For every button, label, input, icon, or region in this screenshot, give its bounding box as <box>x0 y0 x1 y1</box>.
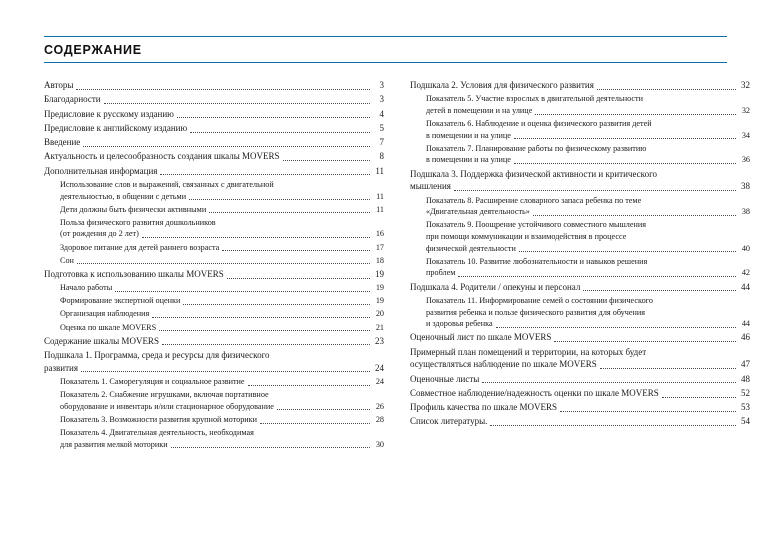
dot-leader <box>162 344 370 345</box>
dot-leader <box>560 411 736 412</box>
dot-leader <box>115 291 370 292</box>
toc-entry-label: Здоровое питание для детей раннего возраста <box>60 242 220 252</box>
toc-entry[interactable] <box>410 415 750 428</box>
toc-entry-lastline <box>426 267 750 279</box>
header-rule-bottom <box>44 62 727 63</box>
toc-entry-label: Показатель 6. Наблюдение и оценка физического развития детей <box>426 119 652 129</box>
toc-entry-label: Благодарности <box>44 94 101 105</box>
toc-entry[interactable] <box>44 179 384 202</box>
toc-page-number: 32 <box>741 80 750 90</box>
toc-entry-lastline <box>426 206 750 218</box>
dot-leader <box>277 409 370 410</box>
toc-entry-label: Введение <box>44 137 81 148</box>
page-title: СОДЕРЖАНИЕ <box>44 43 142 57</box>
dot-leader <box>490 425 736 426</box>
dot-leader <box>104 103 370 104</box>
toc-entry[interactable] <box>44 217 384 240</box>
toc-entry[interactable] <box>410 401 750 414</box>
toc-column-left <box>44 79 384 452</box>
toc-entry[interactable] <box>410 295 750 330</box>
toc-page-number: 21 <box>375 322 384 332</box>
toc-entry[interactable] <box>44 150 384 163</box>
dot-leader <box>597 89 736 90</box>
toc-entry[interactable] <box>410 219 750 254</box>
toc-entry[interactable] <box>44 335 384 348</box>
toc-entry-label: Совместное наблюдение/надежность оценки по шкале MOVERS <box>410 387 659 398</box>
toc-entry[interactable] <box>410 387 750 400</box>
toc-page-number: 54 <box>741 416 750 427</box>
dot-leader <box>77 263 370 264</box>
toc-entry[interactable] <box>410 143 750 166</box>
toc-entry[interactable] <box>44 308 384 320</box>
toc-page-number: 46 <box>741 332 750 343</box>
toc-entry-label: Подшкала 3. Поддержка физической активности и критического <box>410 168 658 179</box>
toc-entry-label: Использование слов и выражений, связанных с двигательной <box>60 179 274 189</box>
dot-leader <box>152 317 370 318</box>
toc-entry[interactable] <box>410 373 750 386</box>
dot-leader <box>159 330 370 331</box>
toc-entry[interactable] <box>410 168 750 194</box>
dot-leader <box>583 290 736 291</box>
toc-entry[interactable] <box>44 414 384 426</box>
toc-entry-label: Показатель 4. Двигательная деятельность, необходимая <box>60 428 254 438</box>
dot-leader <box>171 447 370 448</box>
toc-page-number: 20 <box>375 309 384 319</box>
toc-entry[interactable] <box>410 93 750 116</box>
toc-page-number: 42 <box>741 268 750 278</box>
dot-leader <box>554 341 736 342</box>
toc-entry-lastline <box>44 362 384 375</box>
toc-entry[interactable] <box>44 165 384 178</box>
toc-entry-label: физической деятельности <box>426 243 516 253</box>
dot-leader <box>83 146 370 147</box>
toc-entry-label: осуществляться наблюдение по шкале MOVERS <box>410 359 597 370</box>
dot-leader <box>222 250 370 251</box>
dot-leader <box>458 276 736 277</box>
toc-entry-label: в помещении и на улице <box>426 155 511 165</box>
toc-entry-label: Подшкала 2. Условия для физического развития <box>410 80 594 90</box>
toc-entry-label: «Двигательная деятельность» <box>426 207 530 217</box>
toc-entry-label: Подшкала 4. Родители / опекуны и персонал <box>410 281 581 292</box>
toc-page-number: 28 <box>375 414 384 424</box>
toc-entry[interactable] <box>44 79 384 92</box>
toc-entry-label: развития ребенка и пользе физического развития для обучения <box>426 307 646 317</box>
dot-leader <box>533 215 736 216</box>
toc-entry-lastline <box>426 154 750 166</box>
toc-entry-lastline <box>410 180 750 193</box>
toc-entry-label: деятельностью, в общении с детьми <box>60 191 187 201</box>
toc-entry-label: Подготовка к использованию шкалы MOVERS <box>44 268 224 279</box>
dot-leader <box>248 385 370 386</box>
toc-page-number: 11 <box>376 191 384 201</box>
toc-entry-label: Показатель 9. Поощрение устойчивого совместного мышления <box>426 220 647 230</box>
toc-entry-label: Показатель 3. Возможности развития крупной моторики <box>60 414 258 424</box>
toc-entry-label: Актуальность и целесообразность создания шкалы MOVERS <box>44 151 280 162</box>
toc-entry-label: мышления <box>410 181 451 192</box>
toc-entry-label: развития <box>44 362 79 373</box>
toc-entry-label: Сон <box>60 255 74 265</box>
toc-page-number: 11 <box>375 165 384 176</box>
toc-entry[interactable] <box>44 349 384 375</box>
toc-page-number: 30 <box>375 439 384 449</box>
toc-entry[interactable] <box>44 282 384 294</box>
toc-entry-label: Примерный план помещений и территории, на которых будет <box>410 346 647 357</box>
toc-entry-lastline <box>60 439 384 451</box>
toc-entry-label: Показатель 7. Планирование работы по физическому развитию <box>426 143 647 153</box>
toc-page-number: 3 <box>379 94 384 105</box>
toc-page-number: 17 <box>375 242 384 252</box>
toc-entry[interactable] <box>410 256 750 279</box>
toc-page-number: 52 <box>741 387 750 398</box>
toc-entry[interactable] <box>44 108 384 121</box>
toc-entry-label: Формирование экспертной оценки <box>60 296 181 306</box>
toc-page-number: 5 <box>379 122 384 133</box>
toc-entry-label: оборудование и инвентарь и/или стационарное оборудование <box>60 401 274 411</box>
dot-leader <box>260 423 370 424</box>
toc-entry-label: при помощи коммуникации и взаимодействия в процессе <box>426 232 627 242</box>
toc-entry-label: Начало работы <box>60 283 113 293</box>
toc-entry-lastline <box>426 243 750 255</box>
toc-entry-label: Оценочный лист по шкале MOVERS <box>410 332 552 343</box>
toc-entry-lastline <box>410 358 750 371</box>
toc-header <box>44 36 727 63</box>
toc-entry-lastline <box>60 228 384 240</box>
dot-leader <box>514 138 736 139</box>
toc-entry-lastline <box>426 318 750 330</box>
dot-leader <box>227 278 370 279</box>
dot-leader <box>600 368 736 369</box>
toc-entry-label: проблем <box>426 268 456 278</box>
toc-entry[interactable] <box>44 93 384 106</box>
dot-leader <box>160 174 370 175</box>
toc-entry[interactable] <box>410 331 750 344</box>
toc-page-number: 8 <box>379 151 384 162</box>
toc-entry[interactable] <box>410 195 750 218</box>
dot-leader <box>183 304 370 305</box>
toc-page-number: 53 <box>741 402 750 413</box>
toc-entry-label: Оценка по шкале MOVERS <box>60 322 157 332</box>
toc-entry[interactable] <box>410 346 750 372</box>
toc-entry-label: Предисловие к русскому изданию <box>44 108 174 119</box>
toc-page-number: 38 <box>741 207 750 217</box>
dot-leader <box>482 382 736 383</box>
toc-page-number: 19 <box>375 283 384 293</box>
toc-entry-label: Подшкала 1. Программа, среда и ресурсы для физического <box>44 349 270 360</box>
toc-entry-label: Организация наблюдения <box>60 309 150 319</box>
toc-page-number: 24 <box>375 376 384 386</box>
dot-leader <box>177 117 370 118</box>
toc-entry[interactable] <box>44 255 384 267</box>
toc-page-number: 47 <box>741 359 750 370</box>
dot-leader <box>519 251 736 252</box>
toc-page-number: 48 <box>741 373 750 384</box>
toc-page-number: 16 <box>375 229 384 239</box>
toc-entry-label: Показатель 2. Снабжение игрушками, включая портативное <box>60 390 269 400</box>
toc-entry[interactable] <box>44 268 384 281</box>
toc-entry[interactable] <box>44 242 384 254</box>
toc-entry[interactable] <box>44 136 384 149</box>
toc-page-number: 11 <box>376 204 384 214</box>
toc-page-number: 18 <box>375 255 384 265</box>
toc-entry[interactable] <box>410 79 750 92</box>
toc-page-number: 3 <box>379 80 384 90</box>
toc-entry[interactable] <box>410 281 750 294</box>
toc-entry[interactable] <box>44 204 384 216</box>
toc-entry-label: Дети должны быть физически активными <box>60 204 207 214</box>
dot-leader <box>209 212 370 213</box>
toc-entry[interactable] <box>44 376 384 388</box>
toc-entry-label: Показатель 5. Участие взрослых в двигательной деятельности <box>426 94 644 104</box>
toc-page-number: 38 <box>741 181 750 192</box>
toc-entry-lastline <box>426 105 750 117</box>
dot-leader <box>535 114 736 115</box>
toc-page-number: 40 <box>741 243 750 253</box>
toc-entry[interactable] <box>44 427 384 450</box>
toc-entry-label: Предисловие к английскому изданию <box>44 122 188 133</box>
toc-page-number: 36 <box>741 155 750 165</box>
dot-leader <box>142 237 370 238</box>
toc-page-number: 4 <box>379 108 384 119</box>
toc-entry-label: Показатель 1. Саморегуляция и социальное развитие <box>60 376 245 386</box>
toc-page-number: 24 <box>375 362 384 373</box>
toc-page-number: 32 <box>741 105 750 115</box>
toc-page-number: 34 <box>741 130 750 140</box>
toc-page-number: 44 <box>741 281 750 292</box>
toc-entry[interactable] <box>44 322 384 334</box>
toc-entry-label: Показатель 8. Расширение словарного запаса ребенка по теме <box>426 195 642 205</box>
toc-page-number: 23 <box>375 335 384 346</box>
toc-entry-label: Авторы <box>44 80 74 90</box>
dot-leader <box>76 89 370 90</box>
toc-page-number: 19 <box>375 296 384 306</box>
toc-entry-label: Оценочные листы <box>410 373 480 384</box>
toc-entry-label: Показатель 10. Развитие любознательности и навыков решения <box>426 256 648 266</box>
dot-leader <box>81 371 370 372</box>
toc-entry-label: Список литературы. <box>410 416 488 427</box>
toc-entry-label: Показатель 11. Информирование семей о состоянии физического <box>426 295 653 305</box>
toc-column-right <box>410 79 750 452</box>
dot-leader <box>283 160 371 161</box>
toc-page-number: 7 <box>379 137 384 148</box>
toc-entry-lastline <box>60 191 384 203</box>
toc-entry[interactable] <box>44 295 384 307</box>
toc-entry-label: детей в помещении и на улице <box>426 105 533 115</box>
toc-entry[interactable] <box>410 118 750 141</box>
toc-page-number: 44 <box>741 319 750 329</box>
dot-leader <box>662 397 736 398</box>
toc-entry-label: Содержание шкалы MOVERS <box>44 335 159 346</box>
toc-entry-label: (от рождения до 2 лет) <box>60 229 139 239</box>
toc-entry-label: Польза физического развития дошкольников <box>60 217 216 227</box>
dot-leader <box>190 132 370 133</box>
toc-entry-label: Профиль качества по шкале MOVERS <box>410 402 557 413</box>
toc-entry-lastline <box>426 130 750 142</box>
toc-page-number: 19 <box>375 268 384 279</box>
toc-entry[interactable] <box>44 122 384 135</box>
toc-entry-label: в помещении и на улице <box>426 130 511 140</box>
toc-columns <box>44 79 750 452</box>
dot-leader <box>454 190 736 191</box>
toc-entry-lastline <box>60 401 384 413</box>
toc-entry-label: для развития мелкой моторики <box>60 439 168 449</box>
dot-leader <box>189 199 370 200</box>
toc-entry-label: Дополнительная информация <box>44 165 158 176</box>
toc-entry-label: и здоровья ребенка <box>426 319 493 329</box>
toc-entry[interactable] <box>44 389 384 412</box>
dot-leader <box>514 163 736 164</box>
dot-leader <box>496 327 736 328</box>
toc-page-number: 26 <box>375 401 384 411</box>
